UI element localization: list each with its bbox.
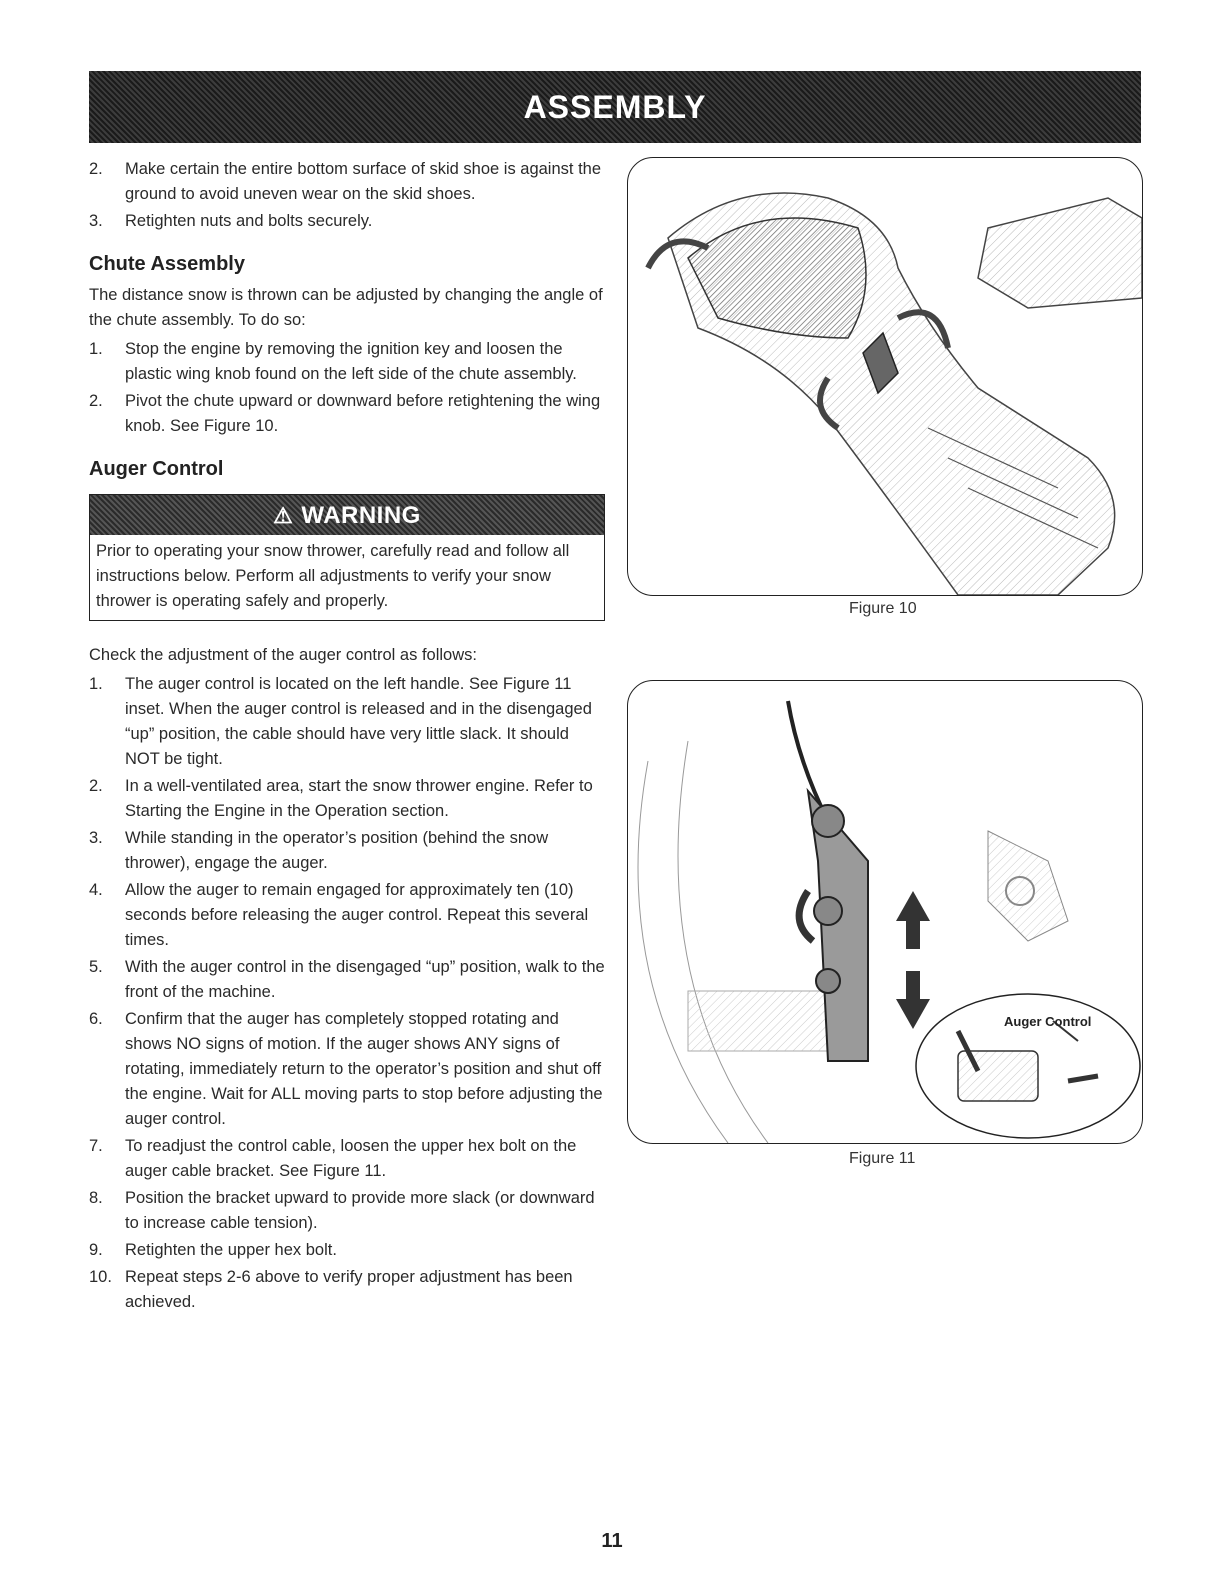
list-item: 2. Pivot the chute upward or downward before retightening the wing knob. See Figure 10. [89,392,601,435]
warning-text: Prior to operating your snow thrower, carefully read and follow all instructions below. Perform all adjustments to verify your snow thrower is operating safely and properly. [96,542,570,610]
list-item: 7. To readjust the control cable, loosen the upper hex bolt on the auger cable bracket. See Figure 11. [89,1137,577,1180]
figure-10 [627,157,1143,596]
list-item: 4. Allow the auger to remain engaged for approximately ten (10) seconds before releasing the auger control. Repeat this several times. [89,881,589,949]
auger-intro: Check the adjustment of the auger control as follows: [89,646,477,664]
auger-heading: Auger Control [89,458,224,480]
warning-box [89,494,605,621]
list-item: 3. While standing in the operator’s position (behind the snow thrower), engage the auger. [89,829,549,872]
list-item: 5. With the auger control in the disengaged “up” position, walk to the front of the machine. [89,958,605,1001]
chute-steps [89,337,605,439]
warning-title: WARNING [301,501,421,529]
chute-intro: The distance snow is thrown can be adjusted by changing the angle of the chute assembly. To do so: [89,286,603,329]
list-item: 2. Make certain the entire bottom surface of skid shoe is against the ground to avoid uneven wear on the skid shoes. [89,160,602,203]
section-banner [89,71,1141,143]
list-item: 6. Confirm that the auger has completely stopped rotating and shows NO signs of motion. If the auger shows ANY signs of rotating, immediately return to the operator’s position and shut off the engine. Wait for ALL moving parts to stop before adjusting the auger control. [89,1010,603,1128]
auger-cable-illustration [628,681,1142,1143]
left-column [89,157,605,1317]
list-item: 8. Position the bracket upward to provide more slack (or downward to increase cable tension). [89,1189,595,1232]
figure-11 [627,680,1143,1144]
intro-steps [89,157,605,234]
figure-10-caption: Figure 10 [849,600,917,617]
warning-header [90,495,604,535]
inset-label: Auger Control [1004,1014,1092,1029]
list-item: 1. The auger control is located on the left handle. See Figure 11 inset. When the auger control is released and in the disengaged “up” position, the cable should have very little slack. It should NOT be tight. [89,675,592,768]
list-item: 9. Retighten the upper hex bolt. [89,1241,337,1259]
list-item: 3. Retighten nuts and bolts securely. [89,212,373,230]
auger-steps [89,672,605,1315]
list-item: 10. Repeat steps 2-6 above to verify proper adjustment has been achieved. [89,1268,573,1311]
list-item: 1. Stop the engine by removing the ignition key and loosen the plastic wing knob found on the left side of the chute assembly. [89,340,577,383]
section-title: ASSEMBLY [523,88,707,125]
chute-illustration [628,158,1142,595]
page-number: 11 [601,1530,623,1552]
figure-11-caption: Figure 11 [849,1150,916,1167]
list-item: 2. In a well-ventilated area, start the snow thrower engine. Refer to Starting the Engine in the Operation section. [89,777,593,820]
warning-triangle-icon: ⚠ [273,502,294,528]
chute-heading: Chute Assembly [89,253,245,275]
